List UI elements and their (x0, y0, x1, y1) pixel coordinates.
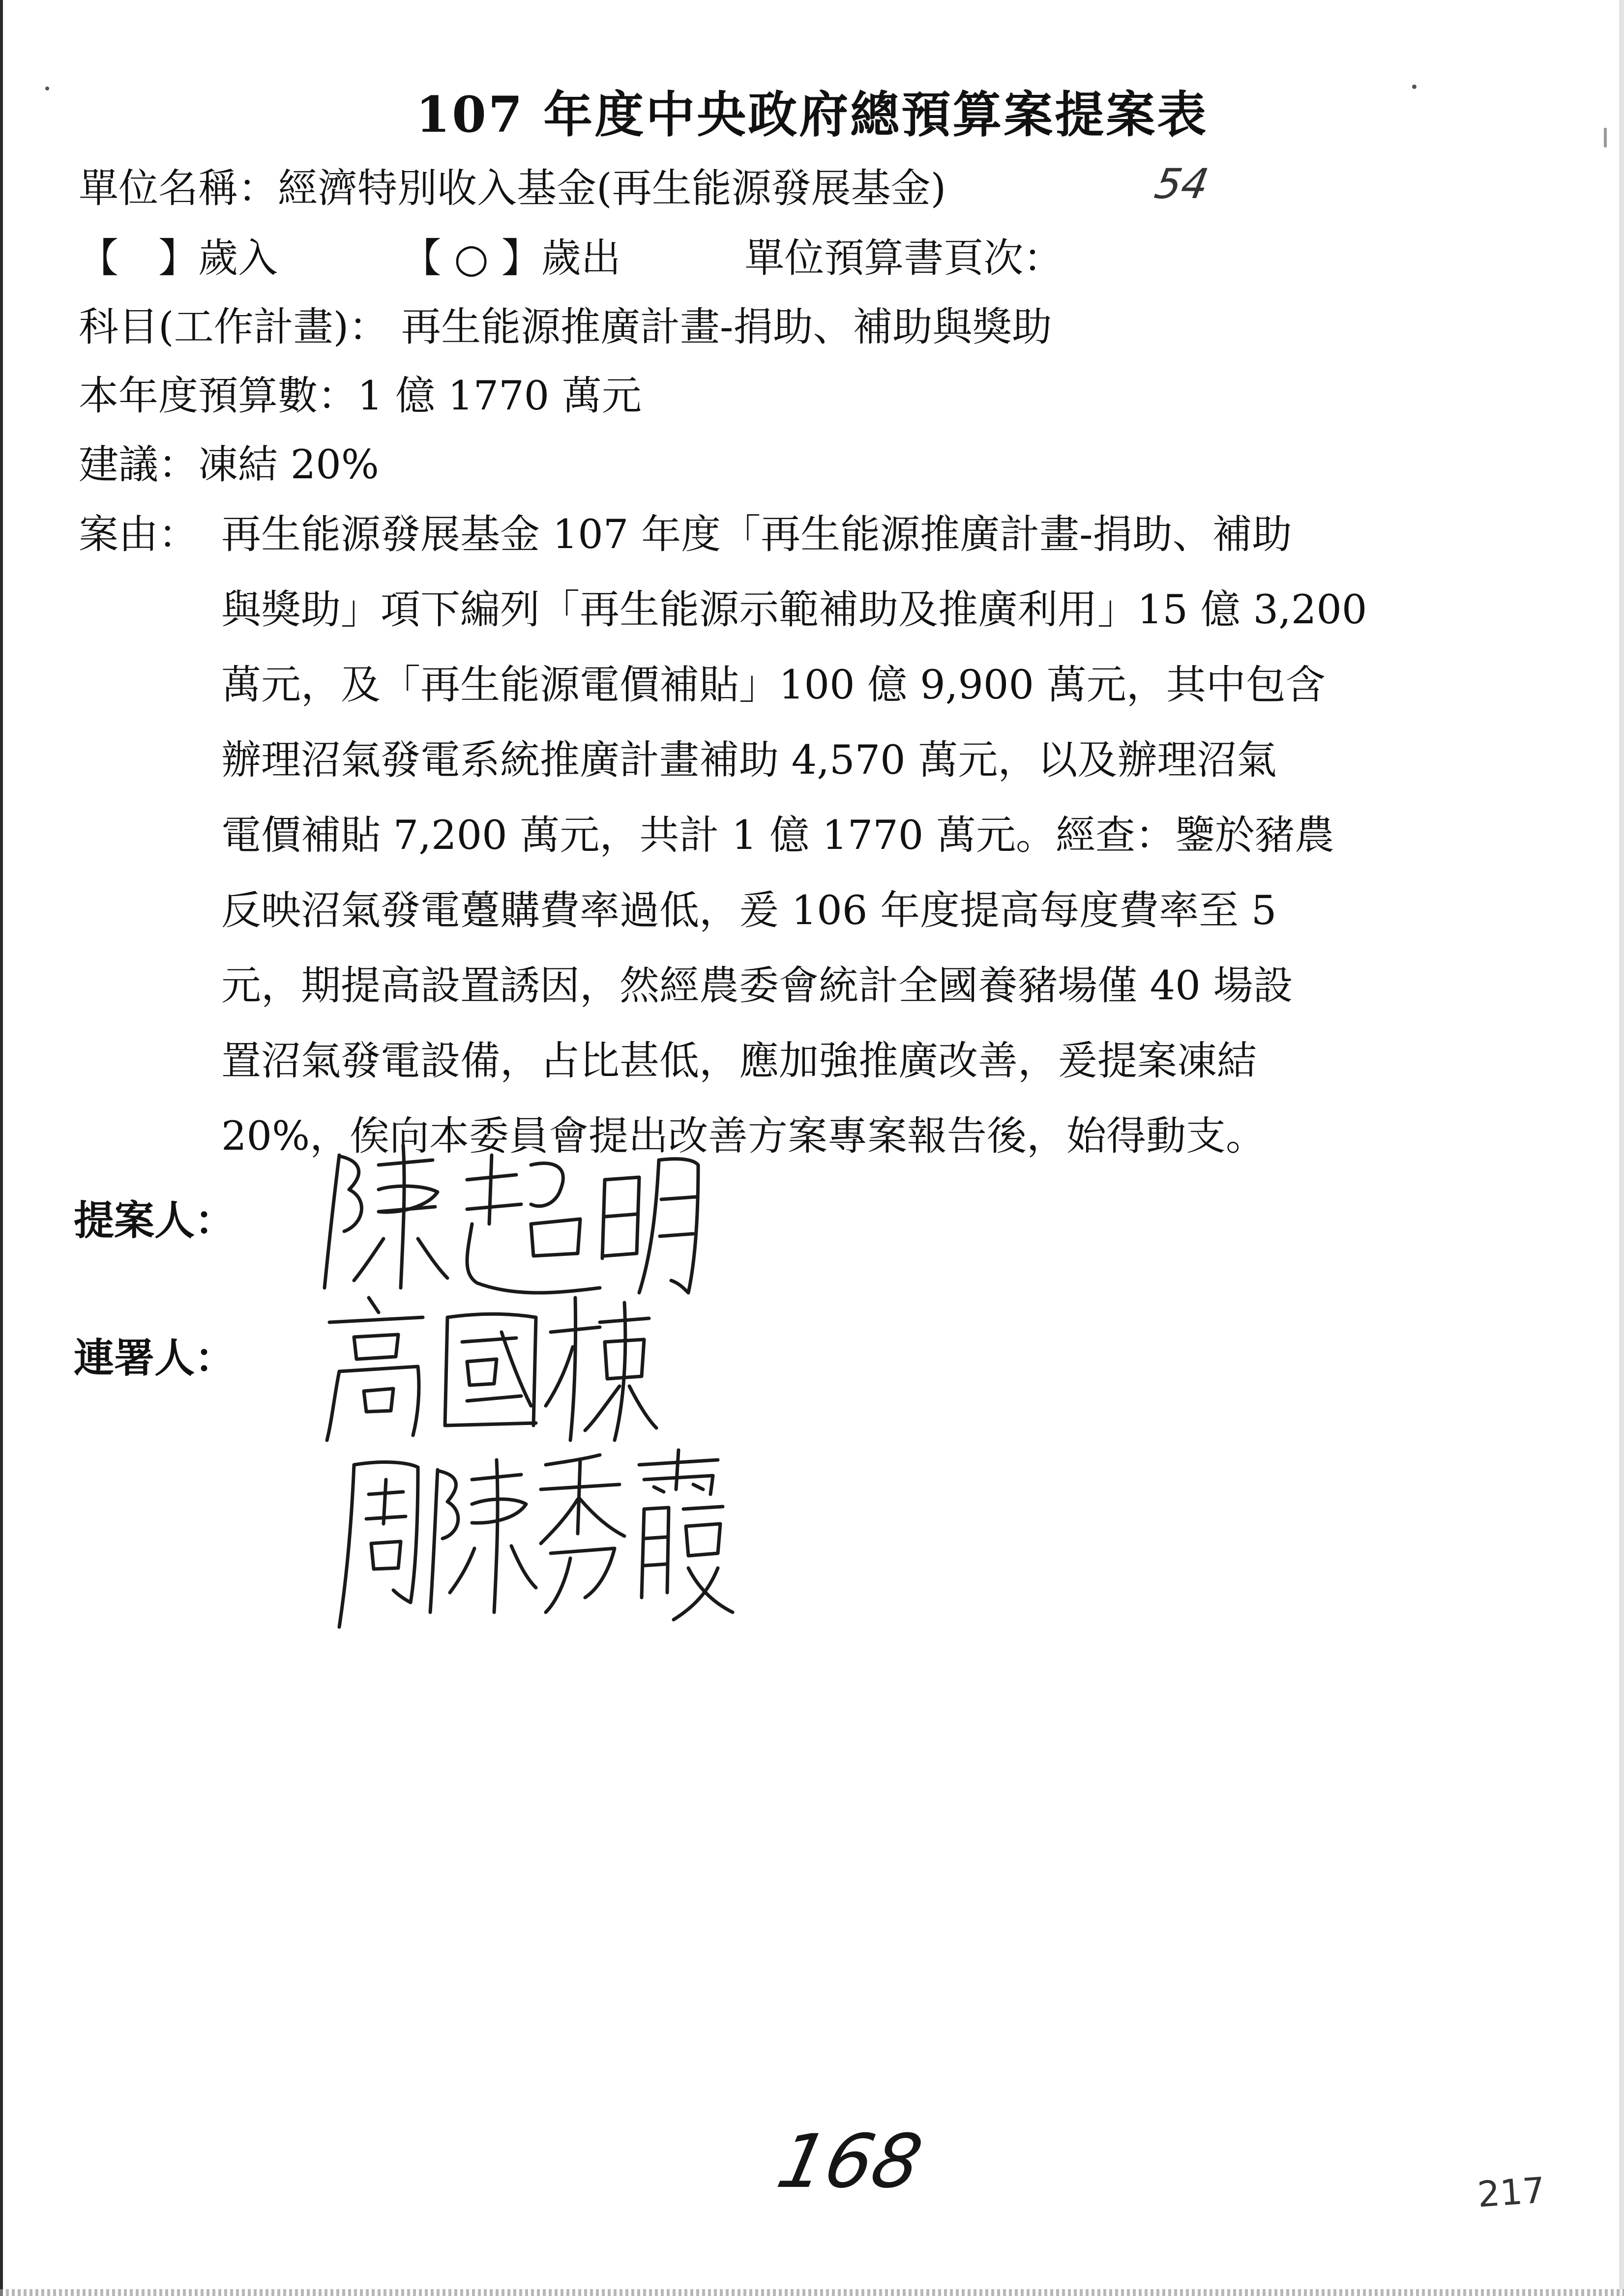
proposer-label: 提案人： (74, 1197, 236, 1244)
subject-line: 科目(工作計畫)： 再生能源推廣計畫-捐助、補助與獎助 (79, 304, 1052, 350)
suggestion: 建議：凍結 20% (79, 442, 379, 488)
reason-line: 萬元，及「再生能源電價補貼」100 億 9,900 萬元，其中包含 (221, 662, 1326, 708)
reason-line: 反映沼氣發電躉購費率過低，爰 106 年度提高每度費率至 5 (221, 888, 1277, 934)
scan-right-edge (1619, 0, 1624, 2296)
cosigner-signature-2 (325, 1435, 738, 1632)
scan-bottom-edge (0, 2289, 1624, 2296)
unit-name: 單位名稱：經濟特別收入基金(再生能源發展基金) (79, 166, 946, 212)
reason-line: 元，期提高設置誘因，然經農委會統計全國養豬場僅 40 場設 (221, 963, 1293, 1009)
category-row (79, 236, 1063, 281)
reason-line: 再生能源發展基金 107 年度「再生能源推廣計畫-捐助、補助 (221, 512, 1292, 558)
document-title: 107 年度中央政府總預算案提案表 (415, 86, 1209, 144)
page-number: 168 (770, 2119, 929, 2205)
cosigner-signature-1 (305, 1278, 659, 1445)
reason-line: 電價補貼 7,200 萬元，共計 1 億 1770 萬元。經查：鑒於豬農 (221, 813, 1335, 859)
cosigner-label: 連署人： (74, 1335, 236, 1382)
reason-line: 與獎助」項下編列「再生能源示範補助及推廣利用」15 億 3,200 (221, 587, 1367, 633)
expense-checkbox: 【 ○ 】歲出 (401, 235, 621, 282)
reason-line: 20%，俟向本委員會提出改善方案專案報告後，始得動支。 (221, 1113, 1266, 1160)
corner-page-number: 217 (1476, 2169, 1547, 2215)
income-checkbox: 【 】歲入 (79, 235, 278, 282)
reason-label: 案由： (79, 512, 199, 558)
unit-handwritten-note: 54 (1151, 160, 1212, 208)
scan-left-edge (0, 0, 3, 2296)
reason-line: 置沼氣發電設備，占比甚低，應加強推廣改善，爰提案凍結 (221, 1038, 1257, 1084)
budget-amount: 本年度預算數：1 億 1770 萬元 (79, 373, 642, 419)
budget-page-label: 單位預算書頁次： (744, 235, 1063, 282)
reason-line: 辦理沼氣發電系統推廣計畫補助 4,570 萬元，以及辦理沼氣 (221, 737, 1277, 784)
